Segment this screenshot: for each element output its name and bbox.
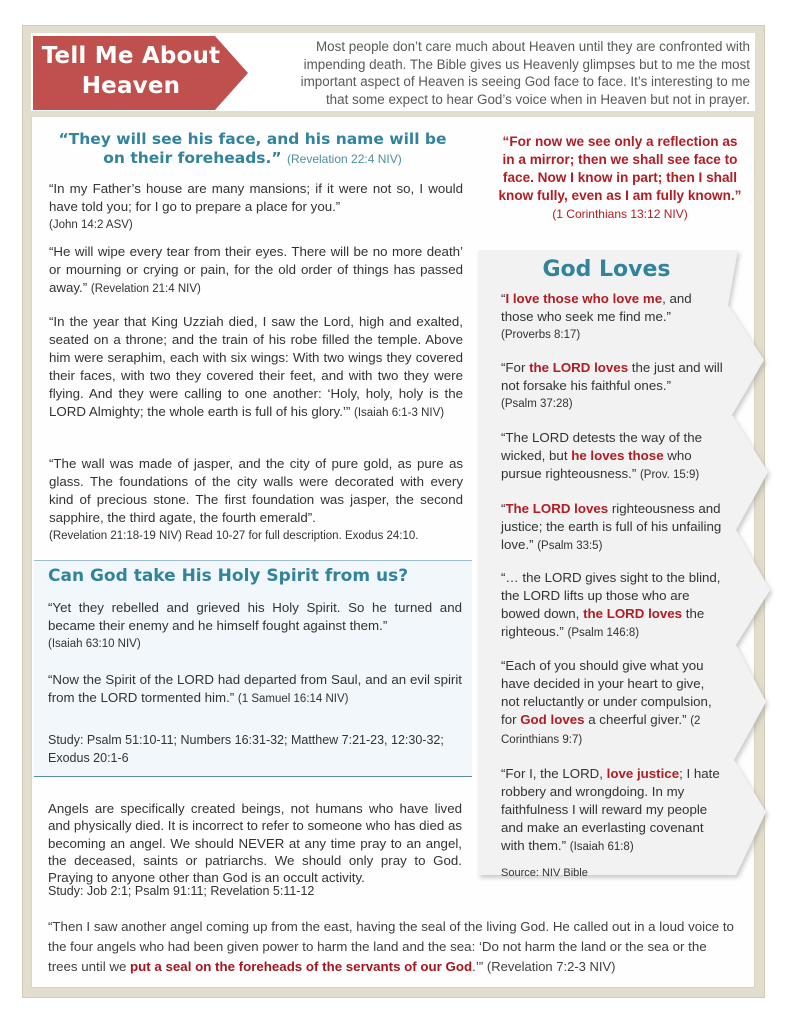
quote-ref: (1 Samuel 16:14 NIV) [237,693,349,705]
love-highlight: love justice [606,766,680,781]
quote-text: “He will wipe every tear from their eyes. There will be no more death’ or mourning or crying or pain, for the old order of things has passed away.” [49,244,463,295]
love-item [501,290,726,344]
love-highlight: he loves those [571,448,664,463]
holy-spirit-study-refs: Study: Psalm 51:10-11; Numbers 16:31-32; Matthew 7:21-23, 12:30-32; Exodus 20:1-6 [48,733,444,765]
headline-ref: (Revelation 22:4 NIV) [287,152,402,166]
love-ref: (Proverbs 8:17) [501,329,581,341]
quote-isaiah-6 [49,313,463,422]
corinthians-quote [498,133,742,223]
final-quote-highlight: put a seal on the foreheads of the servants of our God [130,959,473,974]
text-segment: righteousness and justice; the earth is full of his unfailing love.” [501,501,722,552]
headline-text: “They will see his face, and his name will be on their foreheads.” [58,130,447,167]
quote-text: “The wall was made of jasper, and the city of pure gold, as pure as glass. The foundations of the city walls were decorated with every kind of precious stone. The first foundation was jasper, the second sapphire, the third agate, the fourth emerald”. [49,456,463,525]
corinthians-ref: (1 Corinthians 13:12 NIV) [552,207,688,221]
quote-ref: (Revelation 21:18-19 NIV) Read 10-27 for full description. Exodus 24:10. [49,530,419,542]
love-ref: (Psalm 37:28) [501,398,573,410]
headline-quote [45,130,460,169]
intro-paragraph [262,38,750,108]
text-segment: “… the LORD gives sight to the blind, the LORD lifts up those who are bowed down, [501,570,721,621]
quote-revelation-21-18 [49,455,463,545]
god-loves-title: God Loves [542,257,671,282]
intro-line: that some expect to hear God’s voice when in Heaven but not in prayer. [325,91,750,107]
love-ref: (Isaiah 61:8) [569,841,634,853]
love-item [501,359,726,413]
holy-spirit-title: Can God take His Holy Spirit from us? [48,566,409,586]
final-quote [48,917,738,977]
love-highlight: the LORD loves [583,606,683,621]
quote-text: “Yet they rebelled and grieved his Holy Spirit. So he turned and became their enemy and he himself fought against them.” [48,600,462,633]
text-segment: “Then I saw another angel coming up from the east, having the seal of the living God. He called out in a loud voice to the four angels who had been given power to harm the land and the sea: ‘Do not harm the land or the sea or the trees until we [48,919,734,974]
text-segment: “For [501,360,530,375]
love-item [501,569,726,642]
love-ref: (2 Corinthians 9:7) [501,715,701,746]
title-banner [33,36,248,110]
quote-ref: (Revelation 21:4 NIV) [90,283,201,295]
page-title-line2: Heaven [81,73,181,99]
love-highlight: God loves [520,712,585,727]
spirit-quote [48,599,462,653]
quote-ref: (Isaiah 63:10 NIV) [48,638,141,650]
love-item [501,429,726,484]
text-segment: “ [501,501,506,516]
text-segment: the just and will not forsake his faithful ones.” [501,360,723,393]
quote-revelation-21-4 [49,243,463,298]
quote-ref: (John 14:2 ASV) [49,219,133,231]
intro-line: Most people don’t care much about Heaven until they are confronted with [316,39,750,54]
text-segment: “The LORD detests the way of the wicked, but [501,430,703,463]
text-segment: a cheerful giver.” [584,712,687,727]
page-title [33,41,229,101]
love-item [501,500,726,555]
text-segment: ; I hate robbery and wrongdoing. In my faithfulness I will reward my people and make an everlasting covenant with them.” [501,766,720,853]
love-ref: (Psalm 33:5) [537,540,603,552]
intro-line: important aspect of Heaven is seeing God face to face. It’s interesting to me [300,74,750,90]
quote-text: “In the year that King Uzziah died, I saw the Lord, high and exalted, seated on a throne; and the train of his robe filled the temple. Above him were seraphim, each with six wings: With two wings they covered their faces, with two they covered their feet, and with two they were flying. And they were calling to one another: ‘Holy, holy, holy is the LORD Almighty; the whole earth is full of his glory.’” [49,314,463,419]
text-segment: the righteous.” [501,606,705,639]
intro-line: impending death. The Bible gives us Heavenly glimpses but to me the most [303,56,750,72]
love-item [501,657,726,749]
love-ref: (Prov. 15:9) [639,469,700,481]
source-note: Source: NIV Bible [501,867,588,879]
quote-text: “In my Father’s house are many mansions; if it were not so, I would have told you; for I go to prepare a place for you.” [49,181,463,214]
angels-paragraph: Angels are specifically created beings, not humans who have lived and physically died. It is incorrect to refer to someone who has died as becoming an angel. We should NEVER at any time pray to an angel, the deceased, saints or patriarchs. We should only pray to God. Praying to anyone other than God is an occult activity. [48,801,462,886]
text-segment: “ [501,291,506,306]
text-segment: “Each of you should give what you have decided in your heart to give, not reluctantly or under compulsion, for [501,658,712,727]
love-highlight: I love those who love me [505,291,663,306]
corinthians-text: “For now we see only a reflection as in a mirror; then we shall see face to face. Now I know in part; then I shall know fully, even as I am fully known.” [498,134,742,203]
text-segment: , and those who seek me find me.” [501,291,692,324]
quote-john [49,180,463,234]
quote-ref: (Isaiah 6:1-3 NIV) [353,407,445,419]
love-highlight: the LORD loves [529,360,629,375]
page-title-line1: Tell Me About [41,43,221,69]
final-quote-ref: (Revelation 7:2-3 NIV) [486,959,616,974]
text-segment: .’” [472,959,487,974]
love-ref: (Psalm 146:8) [567,627,640,639]
spirit-quote [48,671,462,708]
love-highlight: The LORD loves [505,501,609,516]
angels-study-refs: Study: Job 2:1; Psalm 91:11; Revelation 5:11-12 [48,884,315,898]
text-segment: who pursue righteousness.” [501,448,692,481]
quote-text: “Now the Spirit of the LORD had departed from Saul, and an evil spirit from the LORD tormented him.” [48,672,462,705]
love-item [501,765,726,856]
text-segment: “For I, the LORD, [501,766,607,781]
